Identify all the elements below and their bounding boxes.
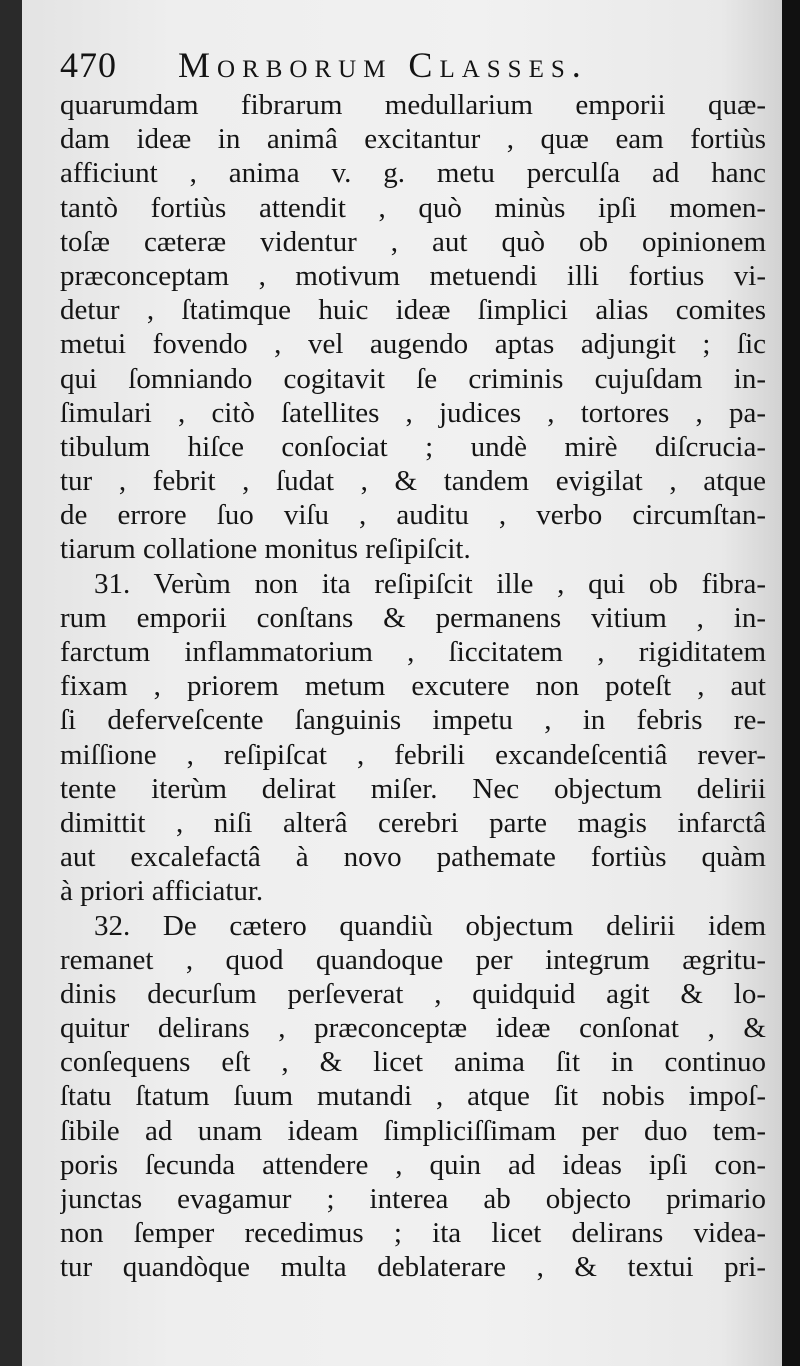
text-line: de errore ſuo viſu , auditu , verbo circumſtan- bbox=[60, 499, 766, 532]
text-line: qui ſomniando cogitavit ſe criminis cujuſdam in- bbox=[60, 362, 766, 395]
text-line: præconceptam , motivum metuendi illi fortius vi- bbox=[60, 259, 766, 292]
text-line: quarumdam fibrarum medullarium emporii quæ- bbox=[60, 89, 766, 121]
text-line: tur , febrit , ſudat , & tandem evigilat , atque bbox=[60, 465, 766, 498]
text-line: aut excalefactâ à novo pathemate fortiùs quàm bbox=[60, 841, 766, 874]
text-line: dam ideæ in animâ excitantur , quæ eam fortiùs bbox=[60, 123, 766, 156]
body-text bbox=[60, 88, 766, 1285]
text-line: tur quandòque multa deblaterare , & textui pri- bbox=[60, 1251, 766, 1284]
paragraph-32-start: 32. De cætero quandiù objectum delirii idem bbox=[94, 909, 766, 942]
page-header bbox=[60, 40, 780, 95]
text-line: tantò fortiùs attendit , quò minùs ipſi momen- bbox=[60, 191, 766, 224]
text-line: tente iterùm delirat miſer. Nec objectum delirii bbox=[60, 772, 766, 805]
text-line: rum emporii conſtans & permanens vitium , in- bbox=[60, 601, 766, 634]
running-title: Morborum Classes. bbox=[178, 45, 588, 85]
text-line: tiarum collatione monitus reſipiſcit. bbox=[60, 533, 471, 566]
book-page bbox=[22, 0, 782, 1366]
paragraph-31-start: 31. Verùm non ita reſipiſcit ille , qui ob fibra- bbox=[94, 567, 766, 600]
text-line: ſibile ad unam ideam ſimpliciſſimam per duo tem- bbox=[60, 1114, 766, 1147]
text-line: toſæ cæteræ videntur , aut quò ob opinionem bbox=[60, 225, 766, 258]
text-line: tibulum hiſce conſociat ; undè mirè diſcrucia- bbox=[60, 430, 766, 463]
page-number: 470 bbox=[60, 45, 117, 85]
text-line: remanet , quod quandoque per integrum ægritu- bbox=[60, 943, 766, 976]
text-line: detur , ſtatimque huic ideæ ſimplici alias comites bbox=[60, 294, 766, 327]
text-line: afficiunt , anima v. g. metu perculſa ad hanc bbox=[60, 157, 766, 190]
text-line: miſſione , reſipiſcat , febrili excandeſcentiâ rever- bbox=[60, 738, 766, 771]
text-line: ſi deferveſcente ſanguinis impetu , in febris re- bbox=[60, 704, 766, 737]
text-line: poris ſecunda attendere , quin ad ideas ipſi con- bbox=[60, 1148, 766, 1181]
text-line: farctum inflammatorium , ſiccitatem , rigiditatem bbox=[60, 636, 766, 668]
text-line: metui fovendo , vel augendo aptas adjungit ; ſic bbox=[60, 328, 766, 361]
text-line: conſequens eſt , & licet anima ſit in continuo bbox=[60, 1046, 766, 1079]
text-line: ſtatu ſtatum ſuum mutandi , atque ſit nobis impoſ- bbox=[60, 1080, 766, 1113]
text-line: fixam , priorem metum excutere non poteſt , aut bbox=[60, 670, 766, 703]
text-line: quitur delirans , præconceptæ ideæ conſonat , & bbox=[60, 1012, 766, 1045]
page-edge-shadow bbox=[782, 0, 800, 1366]
text-line: à priori afficiatur. bbox=[60, 875, 264, 908]
text-line: junctas evagamur ; interea ab objecto primario bbox=[60, 1183, 766, 1215]
text-line: non ſemper recedimus ; ita licet delirans videa- bbox=[60, 1217, 766, 1250]
text-line: ſimulari , citò ſatellites , judices , tortores , pa- bbox=[60, 396, 766, 429]
text-line: dinis decurſum perſeverat , quidquid agit & lo- bbox=[60, 977, 766, 1010]
text-line: dimittit , niſi alterâ cerebri parte magis infarctâ bbox=[60, 806, 766, 839]
